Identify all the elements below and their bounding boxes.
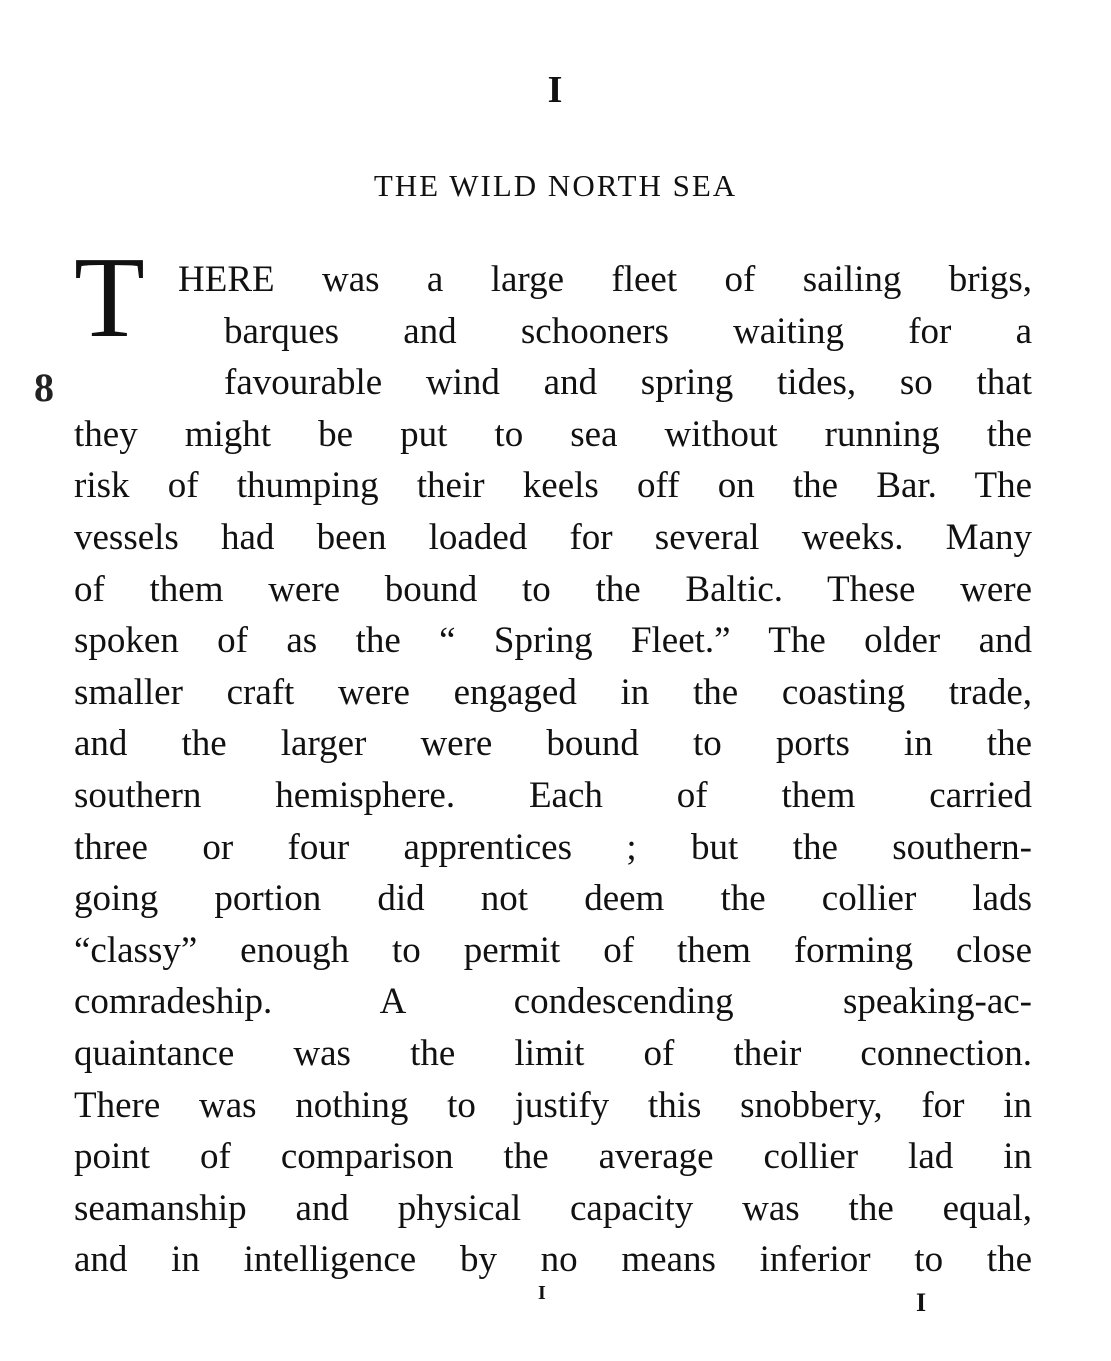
text-line: three or four apprentices ; but the southern-	[74, 826, 1032, 868]
text-line: There was nothing to justify this snobbery, for in	[74, 1084, 1032, 1126]
text-line: of them were bound to the Baltic. These were	[74, 568, 1032, 610]
text-line: quaintance was the limit of their connection.	[74, 1032, 1032, 1074]
text-line: point of comparison the average collier lad in	[74, 1136, 1032, 1178]
text-line: vessels had been loaded for several weeks. Many	[74, 516, 1032, 558]
margin-mark: 8	[34, 365, 54, 410]
text-line: and the larger were bound to ports in the	[74, 723, 1032, 765]
chapter-title: THE WILD NORTH SEA	[373, 168, 738, 203]
text-line: barques and schooners waiting for a	[224, 310, 1032, 352]
text-line: going portion did not deem the collier lads	[74, 878, 1032, 920]
page-number: I	[916, 1288, 927, 1317]
text-line: risk of thumping their keels off on the Bar. The	[74, 465, 1032, 507]
text-line: favourable wind and spring tides, so that	[224, 362, 1032, 404]
chapter-number: I	[547, 69, 564, 111]
text-line: seamanship and physical capacity was the equal,	[74, 1187, 1032, 1229]
text-line: southern hemisphere. Each of them carried	[74, 774, 1032, 816]
text-line: HERE was a large fleet of sailing brigs,	[178, 259, 1032, 300]
drop-cap: T	[74, 234, 145, 362]
text-line: spoken of as the “ Spring Fleet.” The older and	[74, 620, 1032, 662]
signature-mark: I	[538, 1282, 546, 1304]
body-text	[74, 234, 1032, 1286]
text-line: comradeship. A condescending speaking-ac-	[74, 981, 1032, 1023]
text-line: they might be put to sea without running the	[74, 413, 1032, 455]
text-line: “classy” enough to permit of them forming close	[74, 929, 1032, 971]
text-line: smaller craft were engaged in the coasting trade,	[74, 671, 1032, 713]
text-line: and in intelligence by no means inferior to the	[74, 1239, 1032, 1281]
